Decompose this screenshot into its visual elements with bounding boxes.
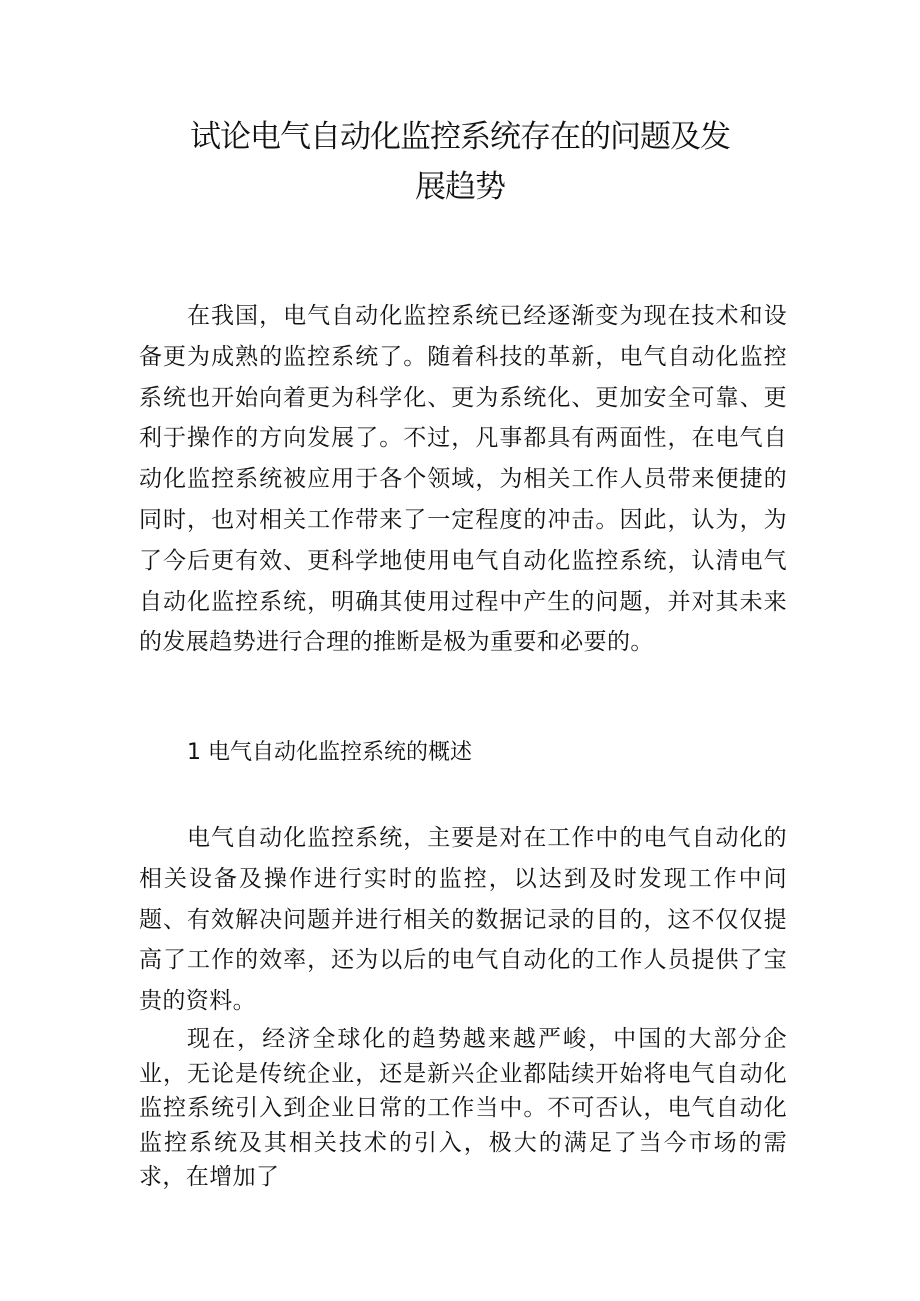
section-heading: 1 电气自动化监控系统的概述 xyxy=(187,740,472,765)
title-line-2: 展趋势 xyxy=(415,169,505,205)
title-line-1: 试论电气自动化监控系统存在的问题及发 xyxy=(190,119,730,155)
current-status-paragraph: 现在，经济全球化的趋势越来越严峻，中国的大部分企业，无论是传统企业，还是新兴企业都陆续开始将电气自动化监控系统引入到企业日常的工作当中。不可否认，电气自动化监控系统及其相关技术的引入，极大的满足了当今市场的需求，在增加了 xyxy=(139,1026,787,1190)
overview-paragraph: 电气自动化监控系统，主要是对在工作中的电气自动化的相关设备及操作进行实时的监控，以达到及时发现工作中问题、有效解决问题并进行相关的数据记录的目的，这不仅仅提高了工作的效率，还为以后的电气自动化的工作人员提供了宝贵的资料。 xyxy=(139,825,787,1015)
intro-paragraph: 在我国，电气自动化监控系统已经逐渐变为现在技术和设备更为成熟的监控系统了。随着科技的革新，电气自动化监控系统也开始向着更为科学化、更为系统化、更加安全可靠、更利于操作的方向发展了。不过，凡事都具有两面性，在电气自动化监控系统被应用于各个领域，为相关工作人员带来便捷的同时，也对相关工作带来了一定程度的冲击。因此，认为，为了今后更有效、更科学地使用电气自动化监控系统，认清电气自动化监控系统，明确其使用过程中产生的问题，并对其未来的发展趋势进行合理的推断是极为重要和必要的。 xyxy=(139,303,787,656)
document-title xyxy=(140,112,780,212)
